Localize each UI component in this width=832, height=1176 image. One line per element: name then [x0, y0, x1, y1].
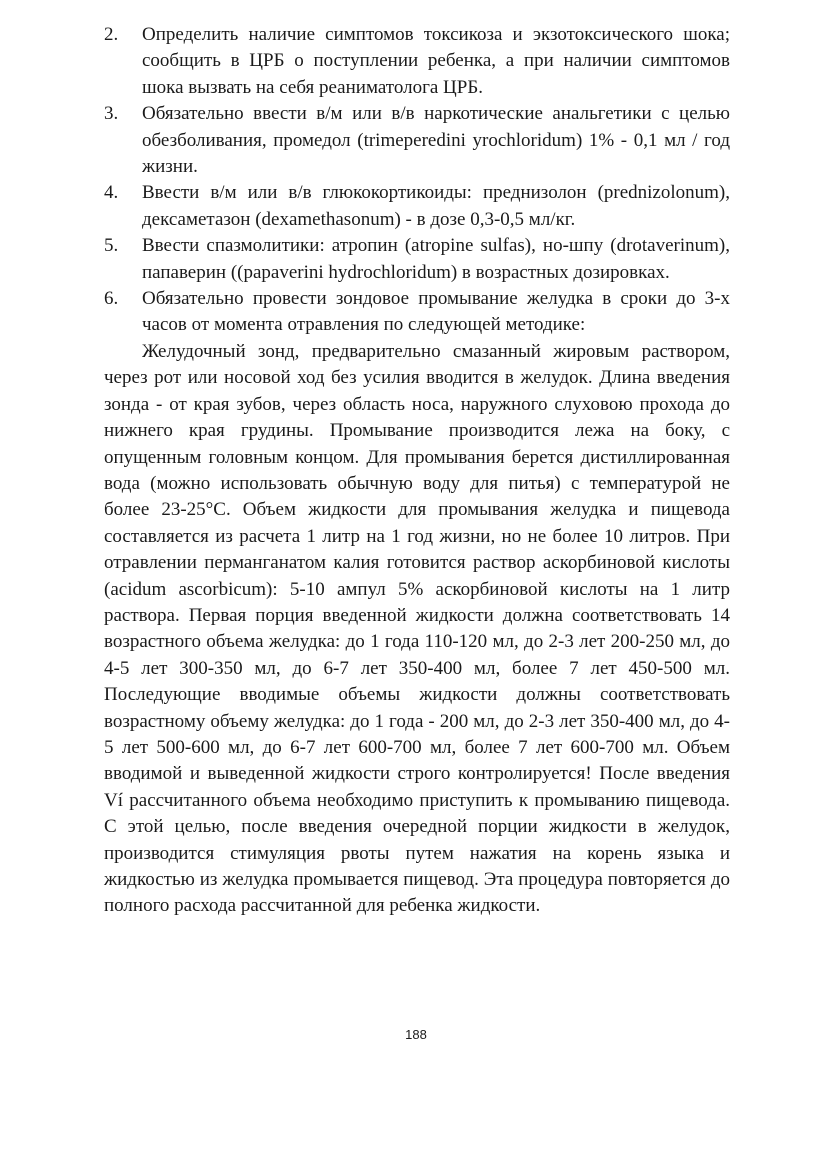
list-item-number: 3.: [104, 103, 119, 125]
list-item-text: Обязательно ввести в/м или в/в наркотические анальгетики с целью обезболивания, промедол (trimeperedini yrochloridum) 1% - 0,1 мл / год жизни.: [142, 103, 730, 178]
list-item-number: 4.: [104, 182, 119, 204]
list-item: [104, 22, 730, 101]
list-item: [104, 180, 730, 233]
list-item-text: Ввести спазмолитики: атропин (atropine sulfas), но-шпу (drotaverinum), папаверин ((papaverini hydrochloridum) в возрастных дозировках.: [142, 235, 730, 283]
list-item-number: 5.: [104, 235, 119, 257]
page-body: [104, 22, 730, 920]
numbered-list: [104, 22, 730, 339]
list-item-number: 6.: [104, 288, 119, 310]
list-item: [104, 233, 730, 286]
body-paragraph: Желудочный зонд, предварительно смазанный жировым раствором, через рот или носовой ход без усилия вводится в желудок. Длина введения зонда - от края зубов, через область носа, наружного слуховою прохода до нижнего края грудины. Промывание производится лежа на боку, с опущенным головным концом. Для промывания берется дистиллированная вода (можно использовать обычную воду для питья) с температурой не более 23-25°С. Объем жидкости для промывания желудка и пищевода составляется из расчета 1 литр на 1 год жизни, но не более 10 литров. При отравлении перманганатом калия готовится раствор аскорбиновой кислоты (acidum ascorbicum): 5-10 ампул 5% аскорбиновой кислоты на 1 литр раствора. Первая порция введенной жидкости должна соответствовать 14 возрастного объема желудка: до 1 года 110-120 мл, до 2-3 лет 200-250 мл, до 4-5 лет 300-350 мл, до 6-7 лет 350-400 мл, более 7 лет 450-500 мл. Последующие вводимые объемы жидкости должны соответствовать возрастному объему желудка: до 1 года - 200 мл, до 2-3 лет 350-400 мл, до 4-5 лет 500-600 мл, до 6-7 лет 600-700 мл, более 7 лет 600-700 мл. Объем вводимой и выведенной жидкости строго контролируется! После введения Ví рассчитанного объема необходимо приступить к промыванию пищевода. С этой целью, после введения очередной порции жидкости в желудок, производится стимуляция рвоты путем нажатия на корень языка и жидкостью из желудка промывается пищевод. Эта процедура повторяется до полного расхода рассчитанной для ребенка жидкости.: [104, 340, 730, 917]
list-item: [104, 101, 730, 180]
list-item-text: Ввести в/м или в/в глюкокортикоиды: преднизолон (prednizolonum), дексаметазон (dexamethasonum) - в дозе 0,3-0,5 мл/кг.: [142, 182, 730, 230]
page-number: 188: [405, 1027, 427, 1042]
list-item-number: 2.: [104, 24, 119, 45]
list-item-text: Обязательно провести зондовое промывание желудка в сроки до 3-х часов от момента отравления по следующей методике:: [142, 288, 730, 336]
list-item: [104, 286, 730, 339]
list-item-text: Определить наличие симптомов токсикоза и экзотоксического шока; сообщить в ЦРБ о поступлении ребенка, а при наличии симптомов шока вызвать на себя реаниматолога ЦРБ.: [142, 24, 730, 98]
